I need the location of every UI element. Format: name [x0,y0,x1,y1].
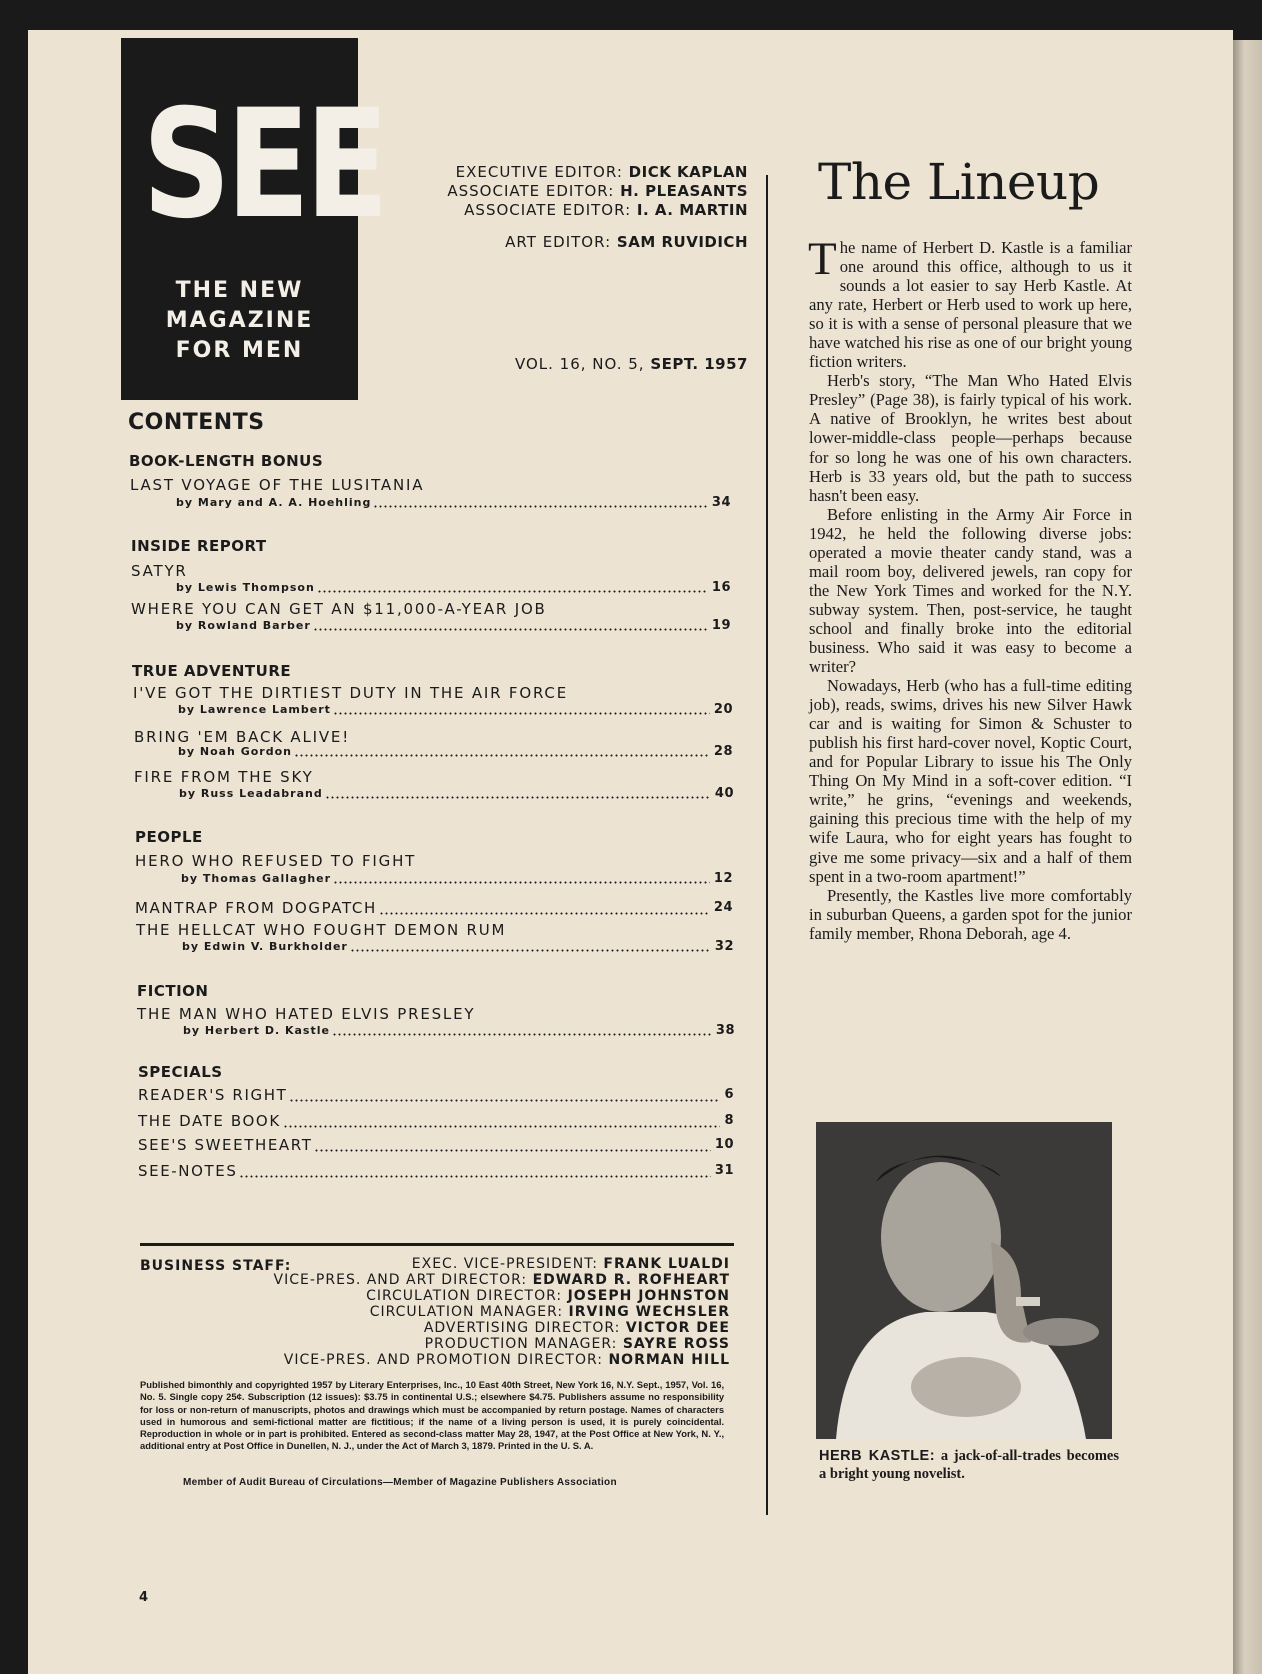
page-number: 34 [711,495,731,510]
issue-line: VOL. 16, NO. 5, SEPT. 1957 [514,355,748,373]
article-byline: by Edwin V. Burkholder 32 [182,939,734,954]
lineup-article [808,233,1132,943]
article-title: THE HELLCAT WHO FOUGHT DEMON RUM [136,921,507,939]
logo-word: SEE [142,78,385,252]
page-number: 20 [713,702,733,717]
article-byline: by Lewis Thompson 16 [176,580,731,595]
special-item: THE DATE BOOK 8 [138,1112,734,1130]
article-title: SATYR [131,562,188,580]
article-title: FIRE FROM THE SKY [134,768,314,786]
staff-line: CIRCULATION DIRECTOR: JOSEPH JOHNSTON [366,1288,730,1304]
page-number: 24 [713,900,733,915]
tagline-line: THE NEW [175,278,304,303]
page-number: 19 [711,618,731,633]
staff-line: VICE-PRES. AND PROMOTION DIRECTOR: NORMAN HILL [283,1352,730,1368]
article-paragraph: Nowadays, Herb (who has a full-time editing job), reads, swims, drives his new Silver Hawk car and is waiting for Simon & Schuster to publish his first hard-cover novel, Koptic Court, and for Popular Library to issue his The Only Thing On My Mind in a soft-cover edition. “I write,” he grins, “evenings and weekends, gaining this precious time with the help of my wife Laura, who for eight years has fought to give me some privacy—six and a half of them spent in a two-room apartment!” [809,676,1132,886]
article-byline: by Noah Gordon 28 [178,744,733,759]
special-item: READER'S RIGHT 6 [138,1086,734,1104]
drop-cap: T [808,233,837,285]
article-paragraph: Presently, the Kastles live more comfortably in suburban Queens, a garden spot for the junior family member, Rhona Deborah, age 4. [809,885,1132,943]
masthead-line: EXECUTIVE EDITOR: DICK KAPLAN [455,163,748,181]
article-byline: by Herbert D. Kastle 38 [183,1023,735,1038]
divider-rule [140,1243,734,1246]
article-byline: by Rowland Barber 19 [176,618,731,633]
publication-fine-print: Published bimonthly and copyrighted 1957 by Literary Enterprises, Inc., 10 East 40th Street, New York 16, N.Y. Sept., 1957, Vol. 16, No. 5. Single copy 25¢. Subscription (12 issues): $3.75 in continental U.S.; elsewhere $4.75. Publishers assume no responsibility for loss or non-return of manuscripts, photos and drawings which must be accompanied by return postage. Names of characters used in humorous and semi-fictional matter are fictitious; if the name of a living person is used, it is purely coincidental. Reproduction in whole or in part is prohibited. Entered as second-class matter May 28, 1947, at the Post Office at New York, N. Y., additional entry at Post Office in Dunellen, N. J., under the Act of March 3, 1879. Printed in the U. S. A. [140,1380,725,1453]
staff-line: CIRCULATION MANAGER: IRVING WECHSLER [369,1304,730,1320]
staff-line: ADVERTISING DIRECTOR: VICTOR DEE [423,1320,730,1336]
business-staff-label: BUSINESS STAFF: [140,1258,292,1274]
special-item: SEE'S SWEETHEART 10 [138,1136,734,1154]
page-number: 8 [724,1113,734,1128]
article-paragraph: Herb's story, “The Man Who Hated Elvis Presley” (Page 38), is fairly typical of his work. A native of Brooklyn, he writes best about lower-middle-class people—perhaps because for so long he was one of his own characters. Herb is 33 years old, but the path to success hasn't been easy. [809,371,1132,505]
article-title: I'VE GOT THE DIRTIEST DUTY IN THE AIR FORCE [133,684,568,702]
page-number: 28 [713,744,733,759]
article-byline: by Lawrence Lambert 20 [178,702,733,717]
article-byline: by Russ Leadabrand 40 [179,786,734,801]
page-number: 16 [711,580,731,595]
page-number: 6 [724,1087,734,1102]
page-number: 32 [714,939,734,954]
page-number: 38 [715,1023,735,1038]
article-title: BRING 'EM BACK ALIVE! [134,728,351,746]
section-heading: PEOPLE [135,828,203,846]
article-paragraph: The name of Herbert D. Kastle is a familiar one around this office, although to us it sounds a lot easier to say Herb Kastle. At any rate, Herbert or Herb used to work up here, so it is with a sense of personal pleasure that we have watched his rise as one of our bright young fiction writers. [808,233,1132,372]
article-title: HERO WHO REFUSED TO FIGHT [135,852,417,870]
section-heading: INSIDE REPORT [131,537,267,555]
lineup-title: The Lineup [818,153,1100,211]
contents-heading: CONTENTS [128,410,265,435]
next-page-edge [1233,40,1262,1674]
section-heading: FICTION [137,982,209,1000]
article-title-row: MANTRAP FROM DOGPATCH 24 [135,899,733,917]
tagline-line: MAGAZINE [165,308,314,333]
article-title: LAST VOYAGE OF THE LUSITANIA [130,476,425,494]
logo-tagline [121,276,358,366]
page-number: 10 [714,1137,734,1152]
masthead-line: ASSOCIATE EDITOR: H. PLEASANTS [447,182,748,200]
section-heading: TRUE ADVENTURE [132,662,292,680]
author-photo [816,1122,1112,1439]
article-byline: by Mary and A. A. Hoehling 34 [176,495,731,510]
masthead-line: ART EDITOR: SAM RUVIDICH [505,233,748,251]
page-number: 12 [713,871,733,886]
staff-line: PRODUCTION MANAGER: SAYRE ROSS [424,1336,730,1352]
page-folio: 4 [139,1590,149,1605]
staff-line: VICE-PRES. AND ART DIRECTOR: EDWARD R. ROFHEART [273,1272,730,1288]
photo-caption: HERB KASTLE: a jack-of-all-trades becomes a bright young novelist. [819,1448,1119,1482]
article-title: WHERE YOU CAN GET AN $11,000-A-YEAR JOB [131,600,547,618]
article-byline: by Thomas Gallagher 12 [181,871,733,886]
membership-line: Member of Audit Bureau of Circulations—Member of Magazine Publishers Association [183,1477,617,1488]
magazine-page [28,30,1233,1674]
masthead-line: ASSOCIATE EDITOR: I. A. MARTIN [464,201,748,219]
page-number: 31 [714,1163,734,1178]
section-heading: BOOK-LENGTH BONUS [129,452,324,470]
page-number: 40 [714,786,734,801]
tagline-line: FOR MEN [175,338,304,363]
special-item: SEE-NOTES 31 [138,1162,734,1180]
section-heading: SPECIALS [138,1063,223,1081]
see-logo [121,38,385,400]
staff-line: EXEC. VICE-PRESIDENT: FRANK LUALDI [411,1256,730,1272]
column-divider [766,175,768,1515]
article-paragraph: Before enlisting in the Army Air Force in 1942, he held the following diverse jobs: operated a movie theater candy stand, was a mail room boy, delivered jewels, ran copy for the New York Times and worked for the N.Y. subway system. Then, post-service, he taught school and finally broke into the editorial business. Who said it was easy to become a writer? [809,504,1132,677]
author-photo-graphic [816,1122,1112,1439]
article-title: THE MAN WHO HATED ELVIS PRESLEY [137,1005,476,1023]
